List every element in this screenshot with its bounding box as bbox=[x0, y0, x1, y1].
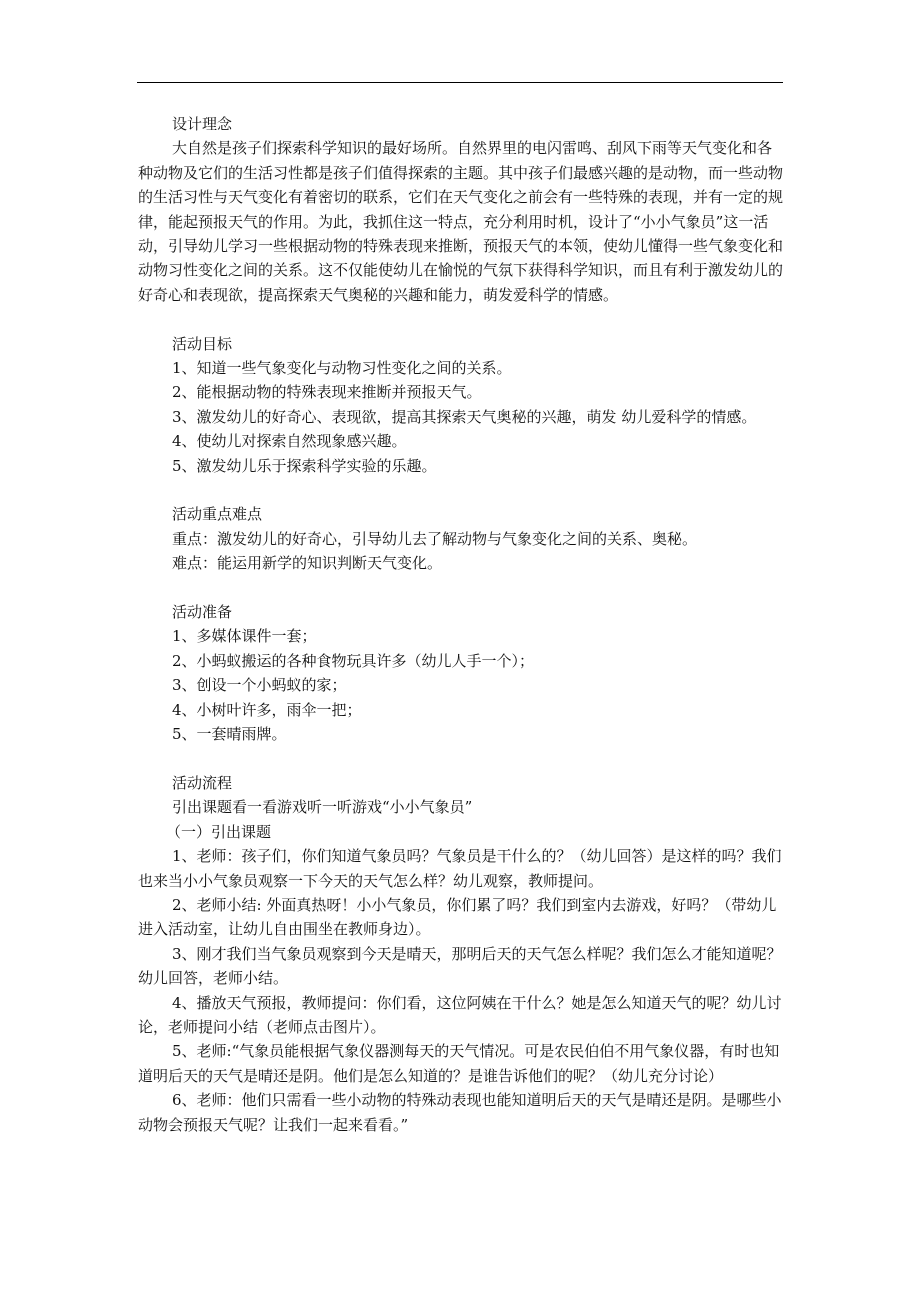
goal-item: 1、知道一些气象变化与动物习性变化之间的关系。 bbox=[172, 359, 512, 378]
goal-item: 2、能根据动物的特殊表现来推断并预报天气。 bbox=[172, 383, 482, 402]
goal-item: 5、激发幼儿乐于探索科学实验的乐趣。 bbox=[172, 456, 437, 475]
process-step: 1、老师：孩子们，你们知道气象员吗？气象员是干什么的？（幼儿回答）是这样的吗？我们也来当小小气象员观察一下今天的天气怎么样？幼儿观察，教师提问。 bbox=[138, 847, 782, 890]
spacer bbox=[138, 576, 786, 600]
document-body bbox=[138, 112, 786, 1137]
preparation-item: 2、小蚂蚁搬运的各种食物玩具许多（幼儿人手一个）； bbox=[172, 651, 535, 670]
preparation-item: 4、小树叶许多，雨伞一把； bbox=[172, 700, 362, 719]
process-step-title: （一）引出课题 bbox=[166, 822, 272, 841]
preparation-item: 5、一套晴雨牌。 bbox=[172, 725, 287, 744]
process-step: 4、播放天气预报，教师提问：你们看，这位阿姨在干什么？她是怎么知道天气的呢？幼儿讨论，老师提问小结（老师点击图片）。 bbox=[138, 993, 782, 1036]
process-step: 5、老师:“气象员能根据气象仪器测每天的天气情况。可是农民伯伯不用气象仪器，有时也知道明后天的天气是晴还是阴。他们是怎么知道的？是谁告诉他们的呢？（幼儿充分讨论） bbox=[138, 1042, 780, 1085]
process-step: 6、老师：他们只需看一些小动物的特殊动表现也能知道明后天的天气是晴还是阴。是哪些小动物会预报天气呢？让我们一起来看看。” bbox=[138, 1091, 782, 1134]
section-title-focus: 活动重点难点 bbox=[172, 505, 263, 524]
design-paragraph: 大自然是孩子们探索科学知识的最好场所。自然界里的电闪雷鸣、刮风下雨等天气变化和各种动物及它们的生活习性都是孩子们值得探索的主题。其中孩子们最感兴趣的是动物，而一些动物的生活习性与天气变化有着密切的联系，它们在天气变化之前会有一些特殊的表现，并有一定的规律，能起预报天气的作用。为此，我抓住这一特点，充分利用时机，设计了“小小气象员”这一活动，引导幼儿学习一些根据动物的特殊表现来推断，预报天气的本领，使幼儿懂得一些气象变化和动物习性变化之间的关系。这不仅能使幼儿在愉悦的气氛下获得科学知识，而且有利于激发幼儿的好奇心和表现欲，提高探索天气奥秘的兴趣和能力，萌发爱科学的情感。 bbox=[138, 139, 784, 304]
section-title-goals: 活动目标 bbox=[172, 334, 233, 353]
section-title-design: 设计理念 bbox=[172, 115, 233, 133]
process-step: 2、老师小结: 外面真热呀！小小气象员，你们累了吗？我们到室内去游戏，好吗？（带幼儿进入活动室，让幼儿自由围坐在教师身边）。 bbox=[138, 895, 777, 939]
spacer bbox=[138, 307, 786, 331]
goal-item: 4、使幼儿对探索自然现象感兴趣。 bbox=[172, 432, 407, 451]
section-title-process: 活动流程 bbox=[172, 773, 233, 792]
spacer bbox=[138, 478, 786, 502]
focus-difficulty: 难点：能运用新学的知识判断天气变化。 bbox=[172, 554, 443, 573]
spacer bbox=[138, 747, 786, 771]
process-step: 3、刚才我们当气象员观察到今天是晴天，那明后天的天气怎么样呢？我们怎么才能知道呢？幼儿回答，老师小结。 bbox=[138, 944, 782, 988]
process-flow: 引出课题看一看游戏听一听游戏“小小气象员” bbox=[172, 798, 473, 817]
preparation-item: 3、创设一个小蚂蚁的家； bbox=[172, 676, 347, 695]
section-title-preparation: 活动准备 bbox=[172, 603, 233, 622]
header-rule bbox=[137, 82, 783, 83]
focus-key-point: 重点：激发幼儿的好奇心，引导幼儿去了解动物与气象变化之间的关系、奥秘。 bbox=[172, 529, 698, 548]
goal-item: 3、激发幼儿的好奇心、表现欲，提高其探索天气奥秘的兴趣，萌发 幼儿爱科学的情感。 bbox=[172, 407, 757, 426]
preparation-item: 1、多媒体课件一套； bbox=[172, 627, 317, 646]
